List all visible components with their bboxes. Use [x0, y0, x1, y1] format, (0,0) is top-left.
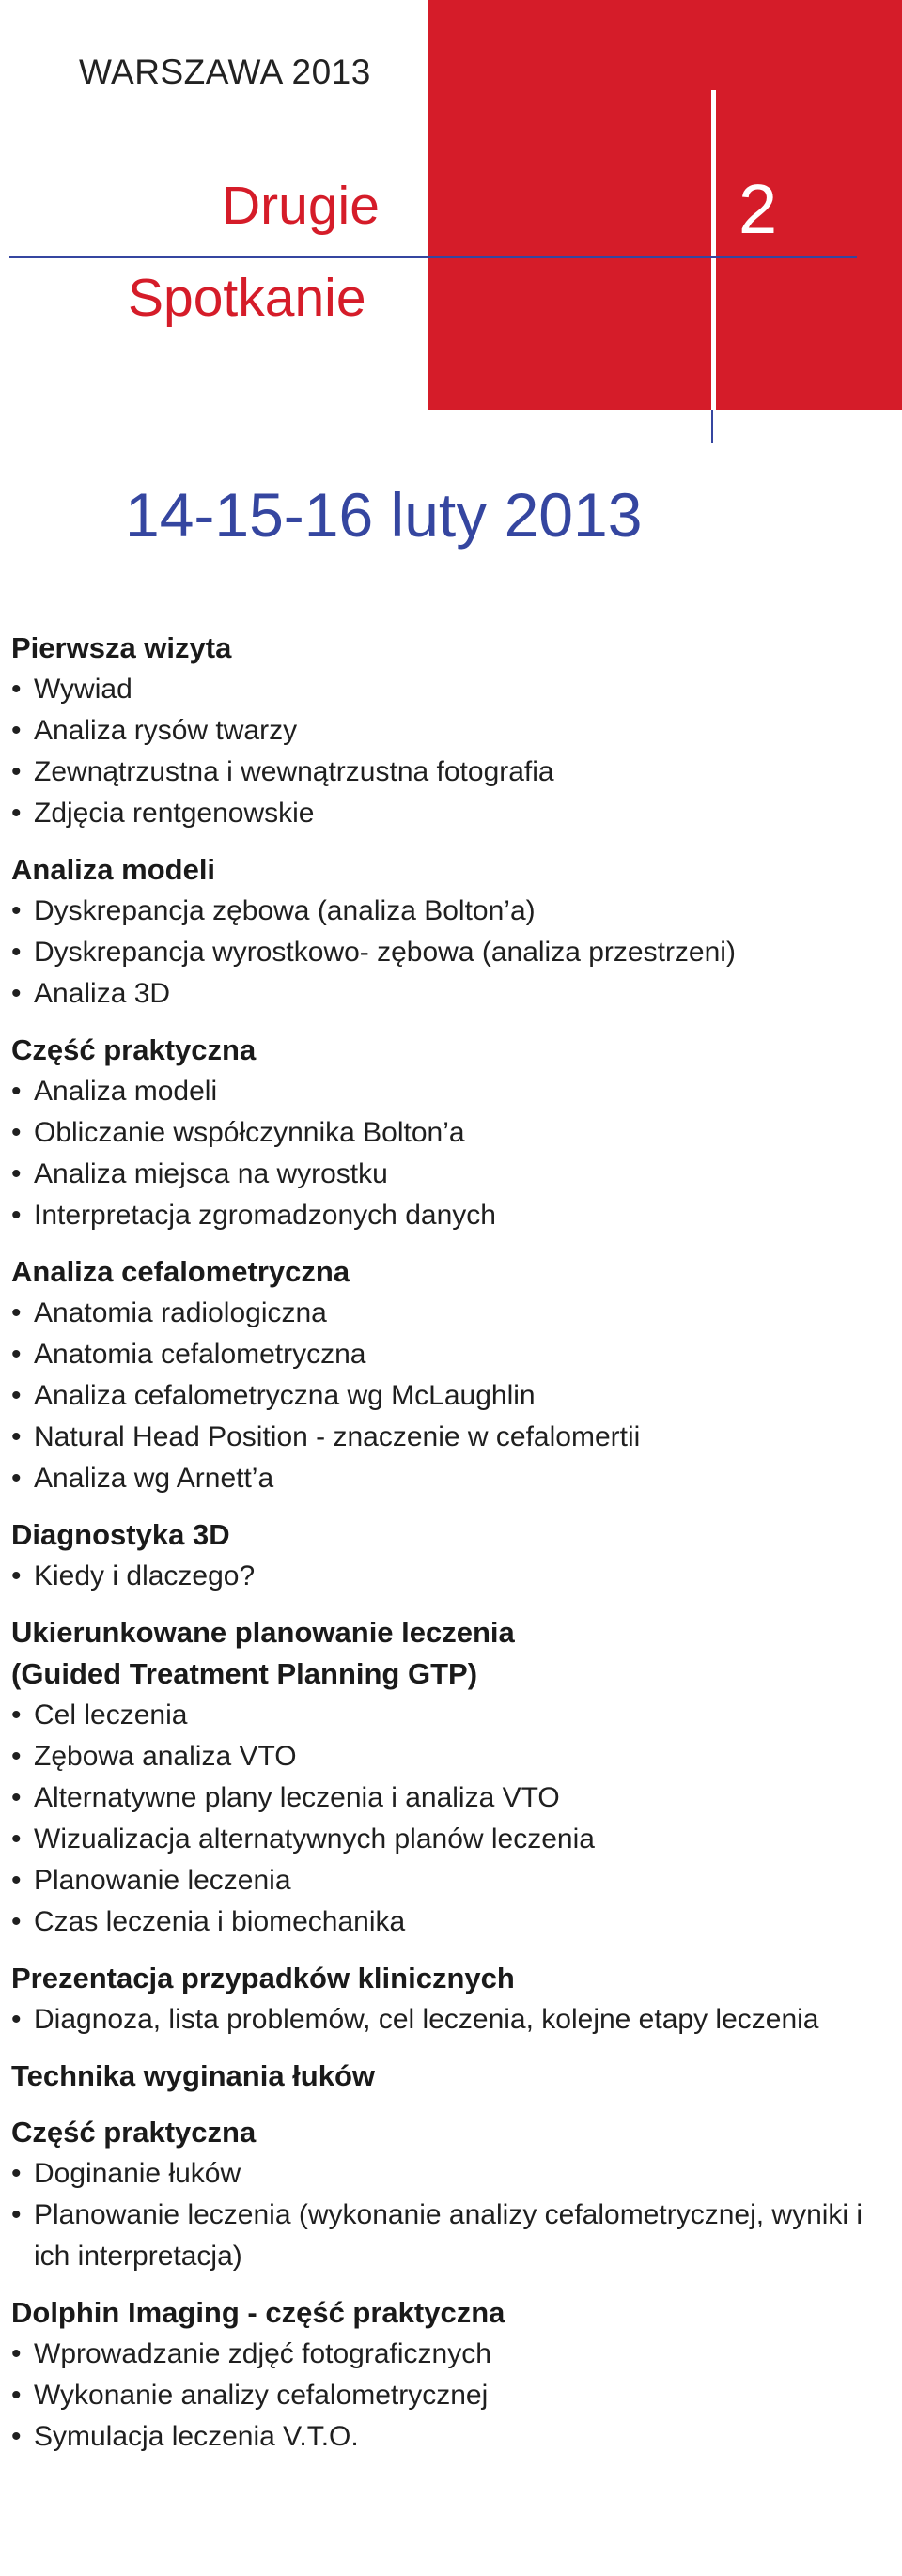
city-year: WARSZAWA 2013	[79, 53, 371, 91]
section-items	[11, 1999, 885, 2041]
list-item: • Kiedy i dlaczego?	[11, 1556, 885, 1597]
section-heading: Dolphin Imaging - część praktyczna	[11, 2296, 505, 2329]
vertical-divider-blue	[711, 410, 713, 443]
agenda	[11, 628, 885, 2473]
title-line-1: Drugie	[222, 176, 380, 236]
section-subheading: (Guided Treatment Planning GTP)	[11, 1657, 478, 1690]
list-item: • Planowanie leczenia (wykonanie analizy cefalometrycznej, wyniki i ich interpretacja)	[11, 2195, 885, 2277]
agenda-section	[11, 628, 885, 834]
list-item: • Wprowadzanie zdjęć fotograficznych	[11, 2334, 885, 2375]
section-items	[11, 2334, 885, 2458]
section-items	[11, 1293, 885, 1499]
list-item: • Czas leczenia i biomechanika	[11, 1901, 885, 1943]
list-item: • Analiza miejsca na wyrostku	[11, 1154, 885, 1195]
agenda-section	[11, 1514, 885, 1597]
list-item: • Symulacja leczenia V.T.O.	[11, 2416, 885, 2458]
section-heading: Część praktyczna	[11, 1033, 257, 1066]
section-items	[11, 1071, 885, 1236]
agenda-section	[11, 1251, 885, 1499]
section-heading: Analiza cefalometryczna	[11, 1255, 350, 1288]
list-item: • Zdjęcia rentgenowskie	[11, 793, 885, 834]
agenda-section	[11, 2112, 885, 2277]
list-item: • Diagnoza, lista problemów, cel leczenia, kolejne etapy leczenia	[11, 1999, 885, 2041]
list-item: • Dyskrepancja wyrostkowo- zębowa (analiza przestrzeni)	[11, 932, 885, 973]
list-item: • Doginanie łuków	[11, 2153, 885, 2195]
section-items	[11, 2153, 885, 2277]
title-line-2: Spotkanie	[128, 268, 366, 328]
list-item: • Alternatywne plany leczenia i analiza VTO	[11, 1777, 885, 1819]
list-item: • Obliczanie współczynnika Bolton’a	[11, 1112, 885, 1154]
section-heading: Analiza modeli	[11, 853, 216, 886]
list-item: • Interpretacja zgromadzonych danych	[11, 1195, 885, 1236]
section-heading: Diagnostyka 3D	[11, 1518, 230, 1551]
list-item: • Analiza 3D	[11, 973, 885, 1015]
list-item: • Zębowa analiza VTO	[11, 1736, 885, 1777]
title-divider	[9, 256, 857, 258]
event-dates: 14-15-16 luty 2013	[125, 480, 643, 550]
section-items	[11, 891, 885, 1015]
list-item: • Anatomia cefalometryczna	[11, 1334, 885, 1375]
agenda-section	[11, 1030, 885, 1236]
list-item: • Analiza modeli	[11, 1071, 885, 1112]
list-item: • Dyskrepancja zębowa (analiza Bolton’a)	[11, 891, 885, 932]
list-item: • Analiza wg Arnett’a	[11, 1458, 885, 1499]
agenda-section	[11, 849, 885, 1015]
section-heading: Technika wyginania łuków	[11, 2059, 376, 2092]
section-heading: Pierwsza wizyta	[11, 631, 232, 664]
agenda-section	[11, 1958, 885, 2041]
list-item: • Wywiad	[11, 669, 885, 710]
section-heading: Ukierunkowane planowanie leczenia	[11, 1616, 515, 1649]
section-items	[11, 1695, 885, 1943]
list-item: • Analiza cefalometryczna wg McLaughlin	[11, 1375, 885, 1417]
section-heading: Część praktyczna	[11, 2116, 257, 2149]
section-items	[11, 1556, 885, 1597]
section-heading: Prezentacja przypadków klinicznych	[11, 1962, 515, 1994]
list-item: • Wizualizacja alternatywnych planów leczenia	[11, 1819, 885, 1860]
section-items	[11, 669, 885, 834]
agenda-section	[11, 2292, 885, 2458]
list-item: • Cel leczenia	[11, 1695, 885, 1736]
red-title-block	[428, 0, 902, 410]
list-item: • Analiza rysów twarzy	[11, 710, 885, 752]
list-item: • Natural Head Position - znaczenie w cefalomertii	[11, 1417, 885, 1458]
list-item: • Anatomia radiologiczna	[11, 1293, 885, 1334]
vertical-divider	[711, 90, 716, 410]
agenda-section	[11, 1612, 885, 1943]
list-item: • Zewnątrzustna i wewnątrzustna fotografia	[11, 752, 885, 793]
list-item: • Wykonanie analizy cefalometrycznej	[11, 2375, 885, 2416]
list-item: • Planowanie leczenia	[11, 1860, 885, 1901]
meeting-number: 2	[739, 170, 778, 248]
agenda-section	[11, 2056, 885, 2097]
